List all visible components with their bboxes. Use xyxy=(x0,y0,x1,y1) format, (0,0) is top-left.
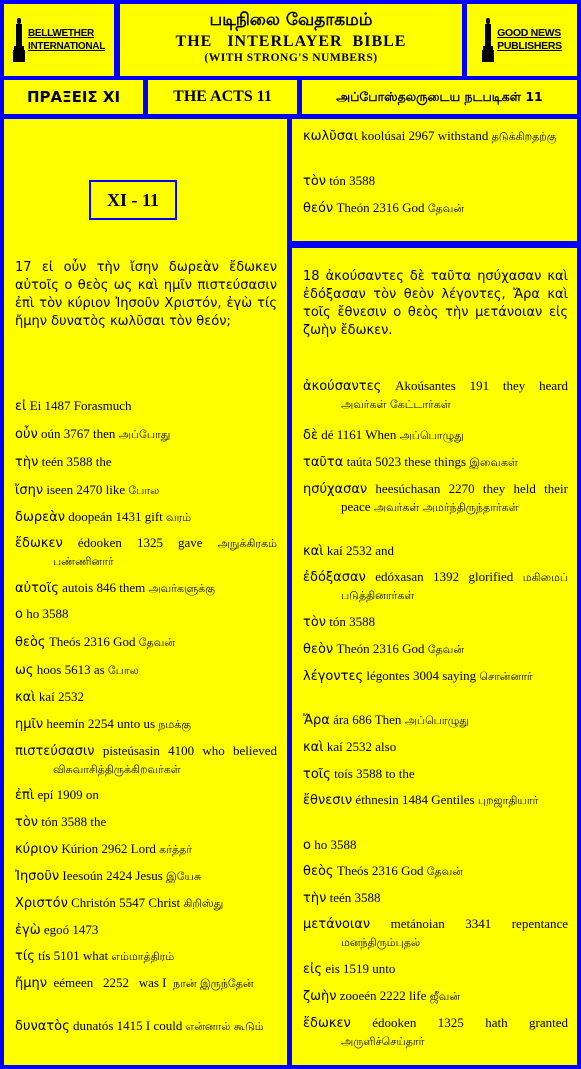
list-item: ἔδωκεν édooken 1325 gave அநுக்கிரகம் பண்ணினார் xyxy=(15,535,278,568)
list-item: θεὸς Theós 2316 God தேவன் xyxy=(15,634,175,650)
list-item: θεόν Theón 2316 God தேவன் xyxy=(303,200,464,216)
list-item: ἐπὶ epí 1909 on xyxy=(15,787,99,803)
list-item: ησύχασαν heesúchasan 2270 they held their peace அவர்கள் அமர்ந்திருந்தார்கள் xyxy=(303,481,569,514)
list-item: καὶ kaí 2532 xyxy=(15,689,85,705)
list-item: ζωὴν zooeén 2222 life ஜீவன் xyxy=(303,988,460,1004)
verse-18-entries xyxy=(303,377,568,1054)
left-logo-line2: INTERNATIONAL xyxy=(27,41,106,52)
list-item: ο ho 3588 xyxy=(15,606,69,622)
verse-17-text: 17 εἰ οὖν τὴν ἴσην δωρεὰν ἔδωκεν αὐτοῖς ο θεὸς ως καὶ ημῖν πιστεύσασιν ἐπὶ τὸν κύριον Ἰησοῦν Χριστόν, ἐγὼ τίς ἤμην δυνατὸς κωλῦσαι τὸν θεόν; xyxy=(15,260,277,329)
greek-book-label: ΠΡΑΞΕΙΣ XI xyxy=(26,88,121,106)
list-item: ο ho 3588 xyxy=(303,837,357,853)
bellwether-logo xyxy=(4,4,114,76)
right-logo-line2: PUBLISHERS xyxy=(497,40,562,52)
list-item: θεὸν Theón 2316 God தேவன் xyxy=(303,641,464,657)
list-item: τὸν tón 3588 the xyxy=(15,814,107,830)
title-tamil: படிநிலை வேதாகமம் xyxy=(209,10,373,30)
list-item: ημῖν heemín 2254 unto us நமக்கு xyxy=(15,716,192,732)
list-item: τὸν tón 3588 xyxy=(303,173,376,189)
list-item: δυνατὸς dunatós 1415 I could என்னால் கூடும் xyxy=(15,1018,264,1034)
verse-17-continued-entries xyxy=(303,127,568,226)
list-item: εἰ Ei 1487 Forasmuch xyxy=(15,398,132,414)
list-item: ἐδόξασαν edóxasan 1392 glorified மகிமைப் படுத்தினார்கள் xyxy=(303,569,569,602)
list-item: δὲ dé 1161 When அப்பொழுது xyxy=(303,427,464,443)
page-header xyxy=(120,4,462,76)
list-item: ἀκούσαντες Akoúsantes 191 they heard அவர்கள் கேட்டார்கள் xyxy=(303,378,568,411)
list-item: κωλῦσαι koolúsai 2967 withstand தடுக்கிறதற்கு xyxy=(303,128,557,144)
list-item: δωρεὰν doореán 1431 gift வரம் xyxy=(15,509,192,525)
list-item: ἔδωκεν édooken 1325 hath granted அருளிச்செய்தார் xyxy=(303,1015,569,1048)
list-item: πιστεύσασιν pisteúsasin 4100 who believed விசுவாசித்திருக்கிறவர்கள் xyxy=(15,743,278,776)
list-item: κύριον Kúrion 2962 Lord கர்த்தர் xyxy=(15,841,193,857)
statue-icon xyxy=(13,18,25,62)
list-item: Χριστόν Christón 5547 Christ கிறிஸ்து xyxy=(15,895,224,911)
list-item: θεὸς Theós 2316 God தேவன் xyxy=(303,863,463,879)
list-item: καὶ kaí 2532 and xyxy=(303,543,395,559)
tamil-book-label: அப்போஸ்தலருடைய நடபடிகள் 11 xyxy=(336,88,543,104)
list-item: ἤμην eémeen 2252 was I நான் இருந்தேன் xyxy=(15,975,254,991)
list-item: οὖν oún 3767 then அப்போது xyxy=(15,426,171,442)
verse-17-entries xyxy=(15,397,277,1057)
list-item: καὶ kaí 2532 also xyxy=(303,739,397,755)
list-item: Ἰησοῦν Ieesoún 2424 Jesus இயேசு xyxy=(15,868,202,884)
list-item: ἴσην iseen 2470 like போல xyxy=(15,482,160,498)
list-item: τὴν teén 3588 xyxy=(303,890,381,906)
list-item: τὴν teén 3588 the xyxy=(15,454,112,470)
nav-tamil-book xyxy=(302,80,577,114)
list-item: ταῦτα taúta 5023 these things இவைகள் xyxy=(303,454,518,470)
list-item: ἔθνεσιν éthnesin 1484 Gentiles புறஜாதியார் xyxy=(303,792,539,808)
list-item: τοῖς toís 3588 to the xyxy=(303,766,415,782)
list-item: εἰς eis 1519 unto xyxy=(303,961,396,977)
list-item: λέγοντες légontes 3004 saying சொன்னார் xyxy=(303,668,533,684)
list-item: αὐτοῖς autois 846 them அவர்களுக்கு xyxy=(15,580,215,596)
page-subtitle: (WITH STRONG'S NUMBERS) xyxy=(204,52,378,64)
list-item: ἐγὼ egoó 1473 xyxy=(15,922,99,938)
list-item: τὸν tón 3588 xyxy=(303,614,376,630)
page-title: THE INTERLAYER BIBLE xyxy=(175,33,407,50)
statue-icon xyxy=(482,18,494,62)
list-item: ως hoos 5613 as போல xyxy=(15,662,139,678)
list-item: τίς tís 5101 what எம்மாத்திரம் xyxy=(15,948,175,964)
right-logo-line1: GOOD NEWS xyxy=(497,27,561,39)
english-book-label: THE ACTS 11 xyxy=(173,88,272,105)
section-label xyxy=(89,180,177,220)
nav-greek-book xyxy=(4,80,143,114)
left-logo-line1: BELLWETHER xyxy=(27,28,94,39)
good-news-logo xyxy=(467,4,577,76)
list-item: Ἄρα ára 686 Then அப்பொழுது xyxy=(303,712,469,728)
verse-18-text: 18 ἀκούσαντες δὲ ταῦτα ησύχασαν καὶ ἐδόξασαν τὸν θεὸν λέγοντες, Ἄρα καὶ τοῖς ἔθνεσιν ο θεὸς τὴν μετάνοιαν εἰς ζωὴν ἔδωκεν. xyxy=(303,269,568,338)
section-label-text: XI - 11 xyxy=(106,189,159,210)
list-item: μετάνοιαν metánoian 3341 repentance மனந்திரும்புதல் xyxy=(303,916,569,949)
nav-english-book xyxy=(148,80,297,114)
